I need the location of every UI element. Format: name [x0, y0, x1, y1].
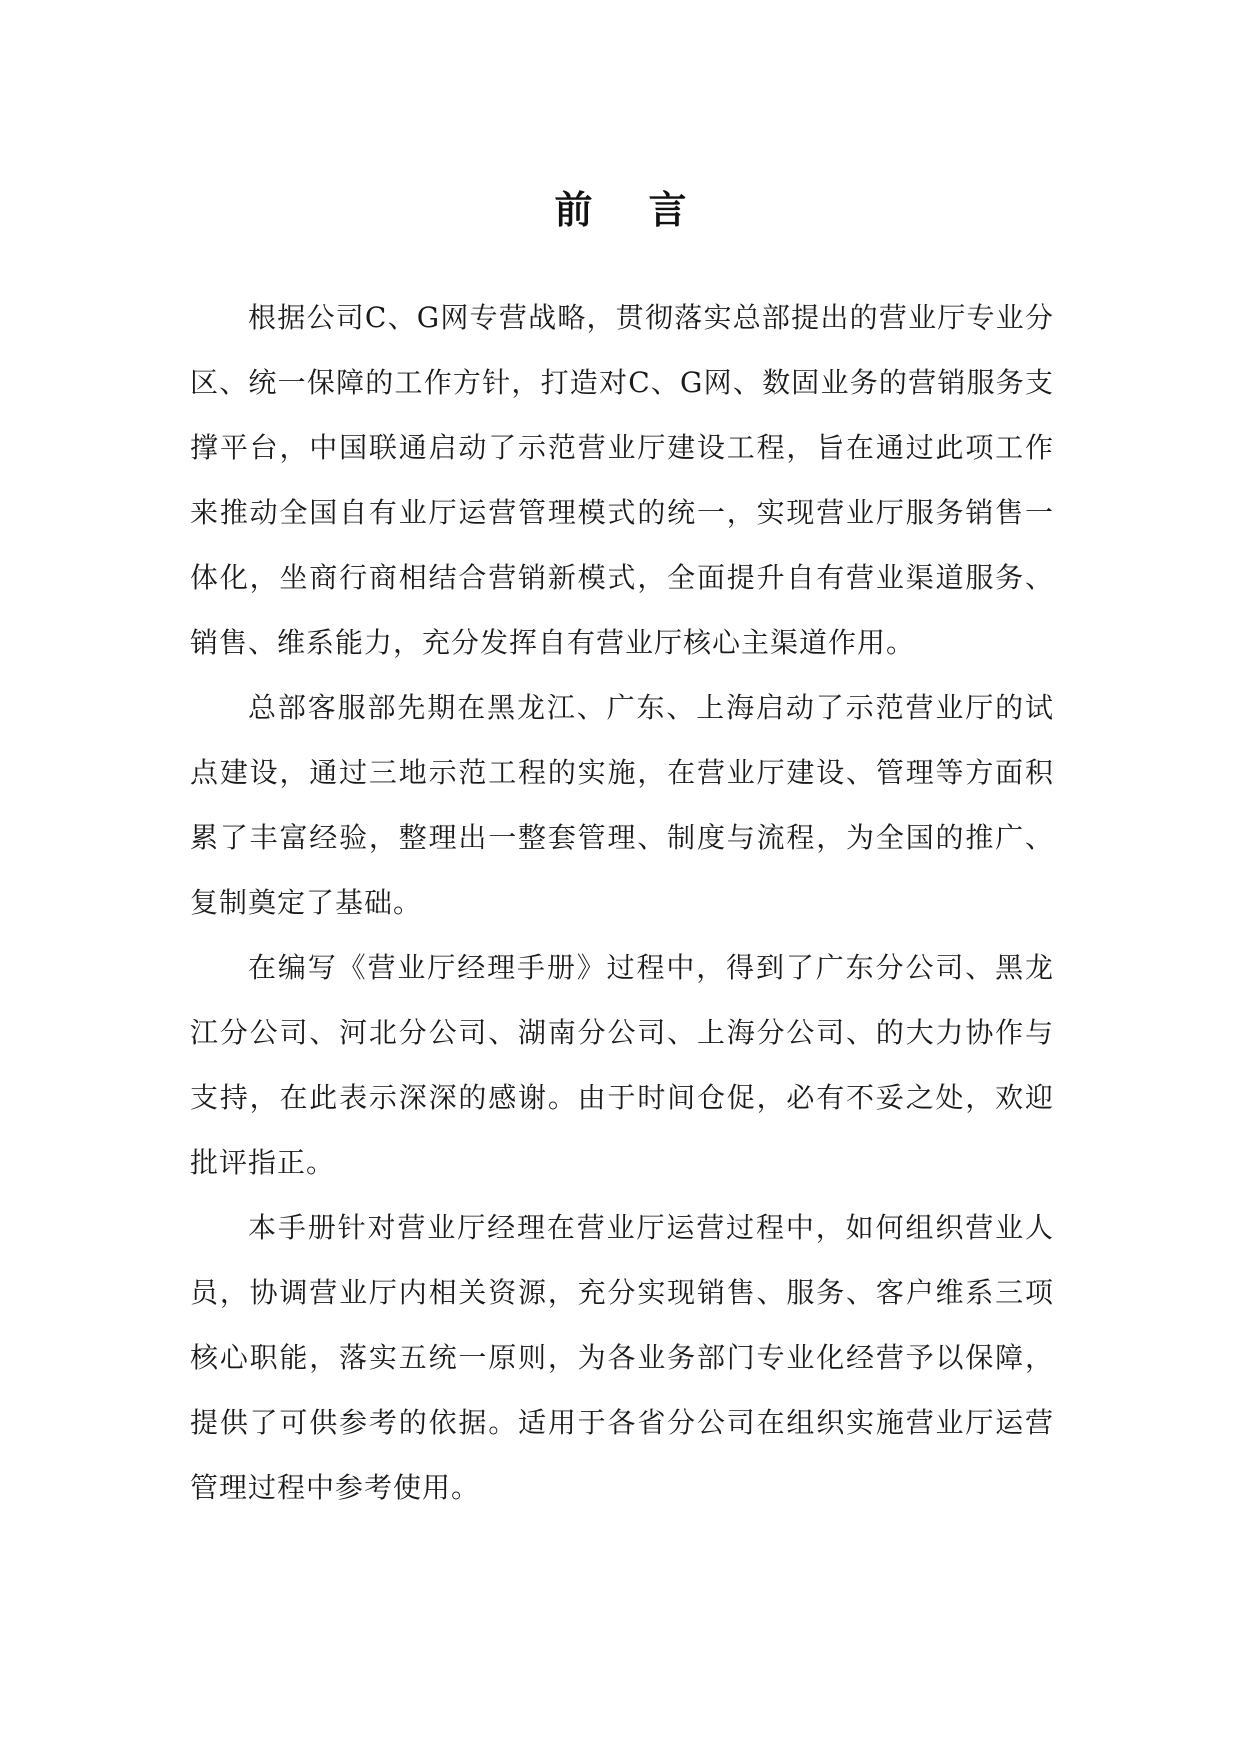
- page-title: 前言: [554, 187, 743, 233]
- paragraph-2: 总部客服部先期在黑龙江、广东、上海启动了示范营业厅的试点建设，通过三地示范工程的实施，在营业厅建设、管理等方面积累了丰富经验，整理出一整套管理、制度与流程，为全国的推广、复制奠定了基础。: [190, 691, 1054, 919]
- paragraph-3: 在编写《营业厅经理手册》过程中，得到了广东分公司、黑龙江分公司、河北分公司、湖南分公司、上海分公司、的大力协作与支持，在此表示深深的感谢。由于时间仓促，必有不妥之处，欢迎批评指正。: [190, 951, 1054, 1179]
- paragraph-1: 根据公司C、G网专营战略，贯彻落实总部提出的营业厅专业分区、统一保障的工作方针，打造对C、G网、数固业务的营销服务支撑平台，中国联通启动了示范营业厅建设工程，旨在通过此项工作来推动全国自有业厅运营管理模式的统一，实现营业厅服务销售一体化，坐商行商相结合营销新模式，全面提升自有营业渠道服务、销售、维系能力，充分发挥自有营业厅核心主渠道作用。: [190, 301, 1054, 659]
- paragraph-4: 本手册针对营业厅经理在营业厅运营过程中，如何组织营业人员，协调营业厅内相关资源，充分实现销售、服务、客户维系三项核心职能，落实五统一原则，为各业务部门专业化经营予以保障，提供了可供参考的依据。适用于各省分公司在组织实施营业厅运营管理过程中参考使用。: [190, 1211, 1054, 1504]
- preface-body: [190, 285, 1054, 1520]
